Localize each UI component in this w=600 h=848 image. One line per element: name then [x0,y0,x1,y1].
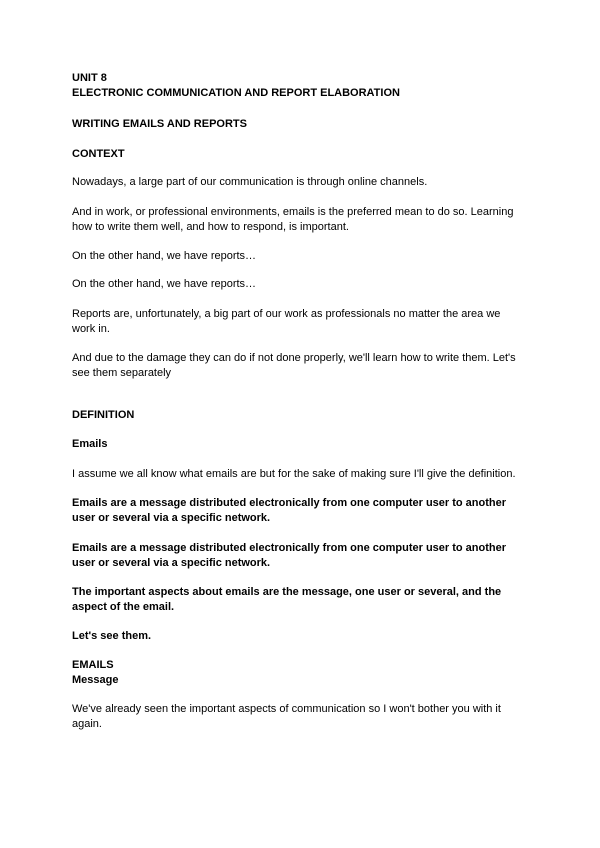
definition-paragraph-3: The important aspects about emails are the message, one user or several, and the aspect of the email. [72,586,502,613]
context-paragraph-2: And in work, or professional environments, emails is the preferred mean to do so. Learning how to write them well, and how to respond, is important. [72,206,514,233]
context-heading: CONTEXT [72,148,125,160]
message-subheading: Message [72,674,119,686]
emails-heading: EMAILS [72,659,114,671]
definition-paragraph-2: Emails are a message distributed electronically from one computer user to another user or several via a specific network. [72,542,507,569]
definition-intro: I assume we all know what emails are but for the sake of making sure I'll give the definition. [72,468,516,480]
definition-paragraph-4: Let's see them. [72,630,152,642]
definition-heading: DEFINITION [72,409,135,421]
context-paragraph-3: On the other hand, we have reports… [72,250,257,262]
section-title: WRITING EMAILS AND REPORTS [72,118,247,130]
context-paragraph-6: And due to the damage they can do if not done properly, we'll learn how to write them. Let's see them separately [72,352,516,379]
message-paragraph: We've already seen the important aspects of communication so I won't bother you with it again. [72,703,501,730]
unit-number: UNIT 8 [72,72,107,84]
emails-subheading: Emails [72,438,108,450]
context-paragraph-4: On the other hand, we have reports… [72,278,257,290]
unit-title: ELECTRONIC COMMUNICATION AND REPORT ELABORATION [72,87,400,99]
context-paragraph-1: Nowadays, a large part of our communication is through online channels. [72,176,428,188]
context-paragraph-5: Reports are, unfortunately, a big part of our work as professionals no matter the area we work in. [72,308,501,335]
definition-paragraph-1: Emails are a message distributed electronically from one computer user to another user or several via a specific network. [72,497,507,524]
